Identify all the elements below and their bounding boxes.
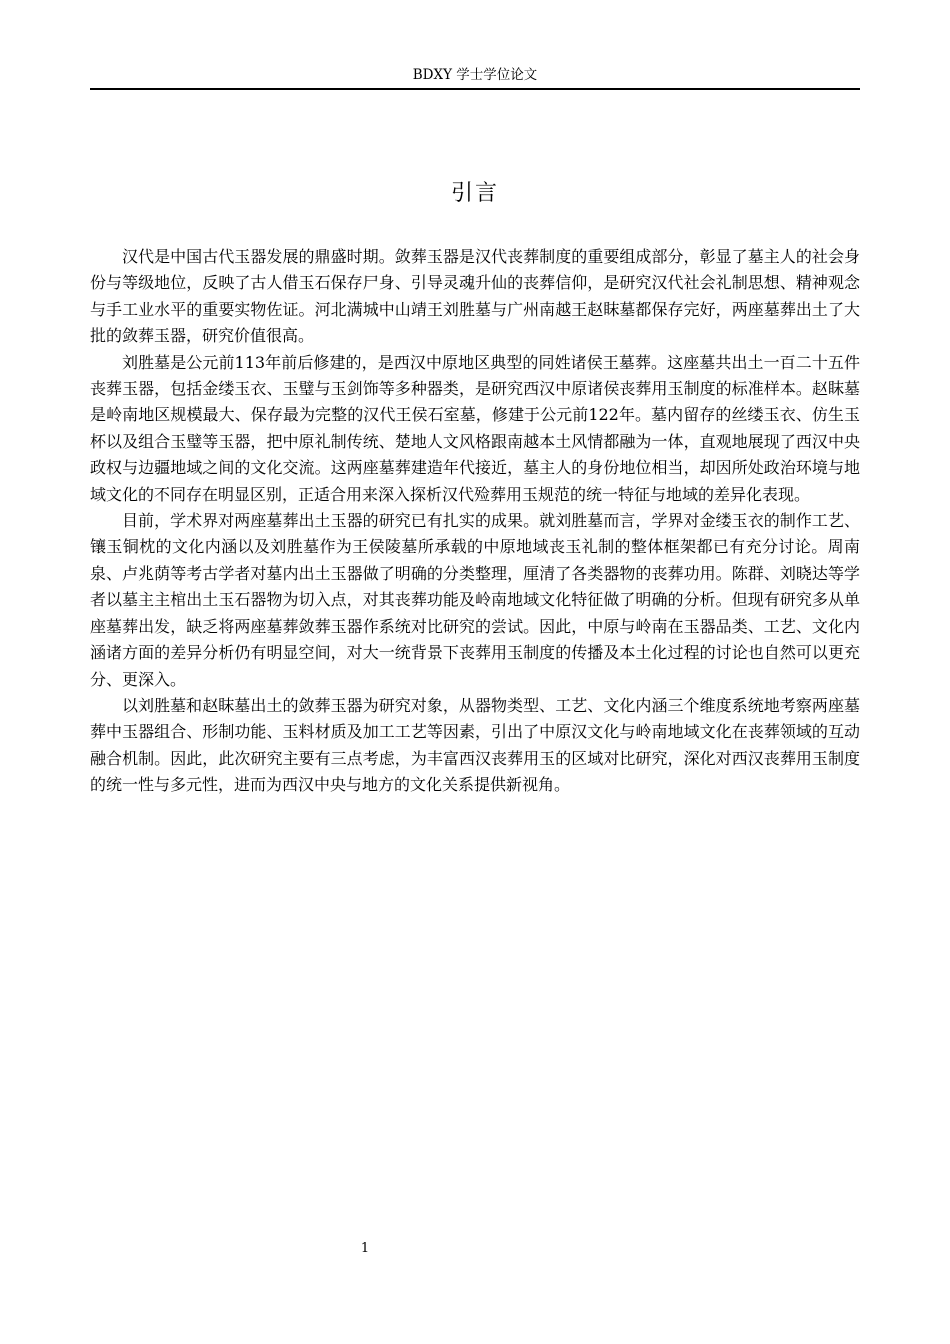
section-title: 引言 [450, 181, 499, 206]
body-text [90, 244, 860, 799]
header-divider [90, 88, 860, 90]
page-number: 1 [360, 1241, 370, 1256]
paragraph: 以刘胜墓和赵眜墓出土的敛葬玉器为研究对象，从器物类型、工艺、文化内涵三个维度系统地考察两座墓葬中玉器组合、形制功能、玉料材质及加工工艺等因素，引出了中原汉文化与岭南地域文化在丧葬领域的互动融合机制。因此，此次研究主要有三点考虑，为丰富西汉丧葬用玉的区域对比研究，深化对西汉丧葬用玉制度的统一性与多元性，进而为西汉中央与地方的文化关系提供新视角。 [90, 695, 860, 795]
paragraph: 刘胜墓是公元前113年前后修建的，是西汉中原地区典型的同姓诸侯王墓葬。这座墓共出土一百二十五件丧葬玉器，包括金缕玉衣、玉璧与玉剑饰等多种器类，是研究西汉中原诸侯丧葬用玉制度的标准样本。赵眜墓是岭南地区规模最大、保存最为完整的汉代王侯石室墓，修建于公元前122年。墓内留存的丝缕玉衣、仿生玉杯以及组合玉璧等玉器，把中原礼制传统、楚地人文风格跟南越本土风情都融为一体，直观地展现了西汉中央政权与边疆地域之间的文化交流。这两座墓葬建造年代接近，墓主人的身份地位相当，却因所处政治环境与地域文化的不同存在明显区别，正适合用来深入探析汉代殓葬用玉规范的统一特征与地域的差异化表现。 [90, 352, 860, 504]
paragraph: 目前，学术界对两座墓葬出土玉器的研究已有扎实的成果。就刘胜墓而言，学界对金缕玉衣的制作工艺、镶玉铜枕的文化内涵以及刘胜墓作为王侯陵墓所承载的中原地域丧玉礼制的整体框架都已有充分讨论。周南泉、卢兆荫等考古学者对墓内出土玉器做了明确的分类整理，厘清了各类器物的丧葬功用。陈群、刘晓达等学者以墓主主棺出土玉石器物为切入点，对其丧葬功能及岭南地域文化特征做了明确的分析。但现有研究多从单座墓葬出发，缺乏将两座墓葬敛葬玉器作系统对比研究的尝试。因此，中原与岭南在玉器品类、工艺、文化内涵诸方面的差异分析仍有明显空间，对大一统背景下丧葬用玉制度的传播及本土化过程的讨论也自然可以更充分、更深入。 [90, 511, 860, 689]
paragraph: 汉代是中国古代玉器发展的鼎盛时期。敛葬玉器是汉代丧葬制度的重要组成部分，彰显了墓主人的社会身份与等级地位，反映了古人借玉石保存尸身、引导灵魂升仙的丧葬信仰，是研究汉代社会礼制思想、精神观念与手工业水平的重要实物佐证。河北满城中山靖王刘胜墓与广州南越王赵眜墓都保存完好，两座墓葬出土了大批的敛葬玉器，研究价值很高。 [90, 247, 860, 346]
running-header: BDXY 学士学位论文 [412, 67, 538, 83]
